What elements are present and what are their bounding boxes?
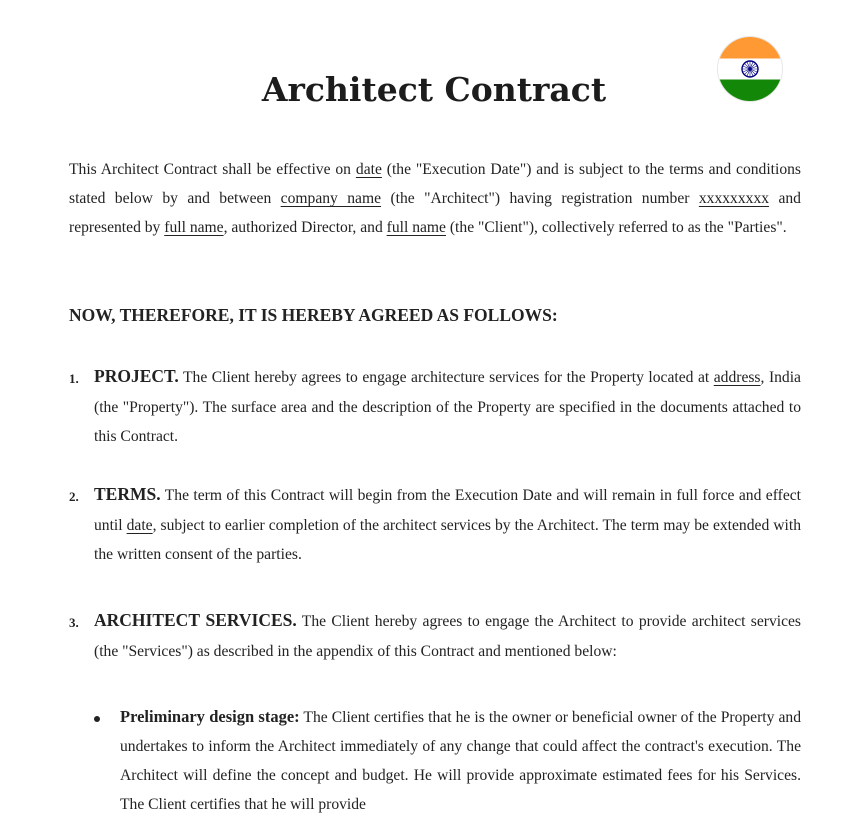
section-project: PROJECT. The Client hereby agrees to engage architecture services for the Property located at address, India (the "Property"). The surface area and the description of the Property are specified in the documents attached to this Contract.: [94, 366, 801, 445]
intro-paragraph: This Architect Contract shall be effective on date (the "Execution Date") and is subject to the terms and conditions stated below by and between company name (the "Architect") having registration number xxxxxxxxx and represented by full name, authorized Director, and full name (the "Client"), collectively referred to as the "Parties".: [69, 161, 801, 236]
company-name-blank[interactable]: company name: [280, 190, 382, 207]
client-name-blank[interactable]: full name: [386, 219, 446, 236]
section-number: 1.: [69, 371, 79, 386]
section-title: ARCHITECT SERVICES.: [94, 610, 297, 630]
section-terms: TERMS. The term of this Contract will begin from the Execution Date and will remain in full force and effect until date, subject to earlier completion of the architect services by the Architect. The term may be extended with the written consent of the parties.: [94, 484, 801, 563]
section-number: 3.: [69, 615, 79, 630]
bullet-icon: [94, 716, 100, 722]
end-date-blank[interactable]: date: [126, 516, 153, 534]
agreement-heading: NOW, THEREFORE, IT IS HEREBY AGREED AS FOLLOWS:: [69, 305, 558, 325]
effective-date-blank[interactable]: date: [355, 161, 382, 178]
address-blank[interactable]: address: [713, 369, 761, 386]
section-title: TERMS.: [94, 484, 161, 504]
section-title: PROJECT.: [94, 366, 179, 386]
section-architect-services: ARCHITECT SERVICES. The Client hereby agrees to engage the Architect to provide architect services (the "Services") as described in the appendix of this Contract and mentioned below:: [94, 610, 801, 660]
section-number: 2.: [69, 489, 79, 504]
registration-number-blank[interactable]: xxxxxxxxx: [698, 190, 770, 207]
bullet-preliminary-design: Preliminary design stage: The Client certifies that he is the owner or beneficial owner of the Property and undertakes to inform the Architect immediately of any change that could affect the contract's execution. The Architect will define the concept and budget. He will provide approximate estimated fees for his Services. The Client certifies that he will provide: [120, 707, 801, 813]
bullet-title: Preliminary design stage:: [120, 707, 300, 726]
director-name-blank[interactable]: full name: [164, 219, 224, 236]
document-title: Architect Contract: [261, 70, 607, 109]
